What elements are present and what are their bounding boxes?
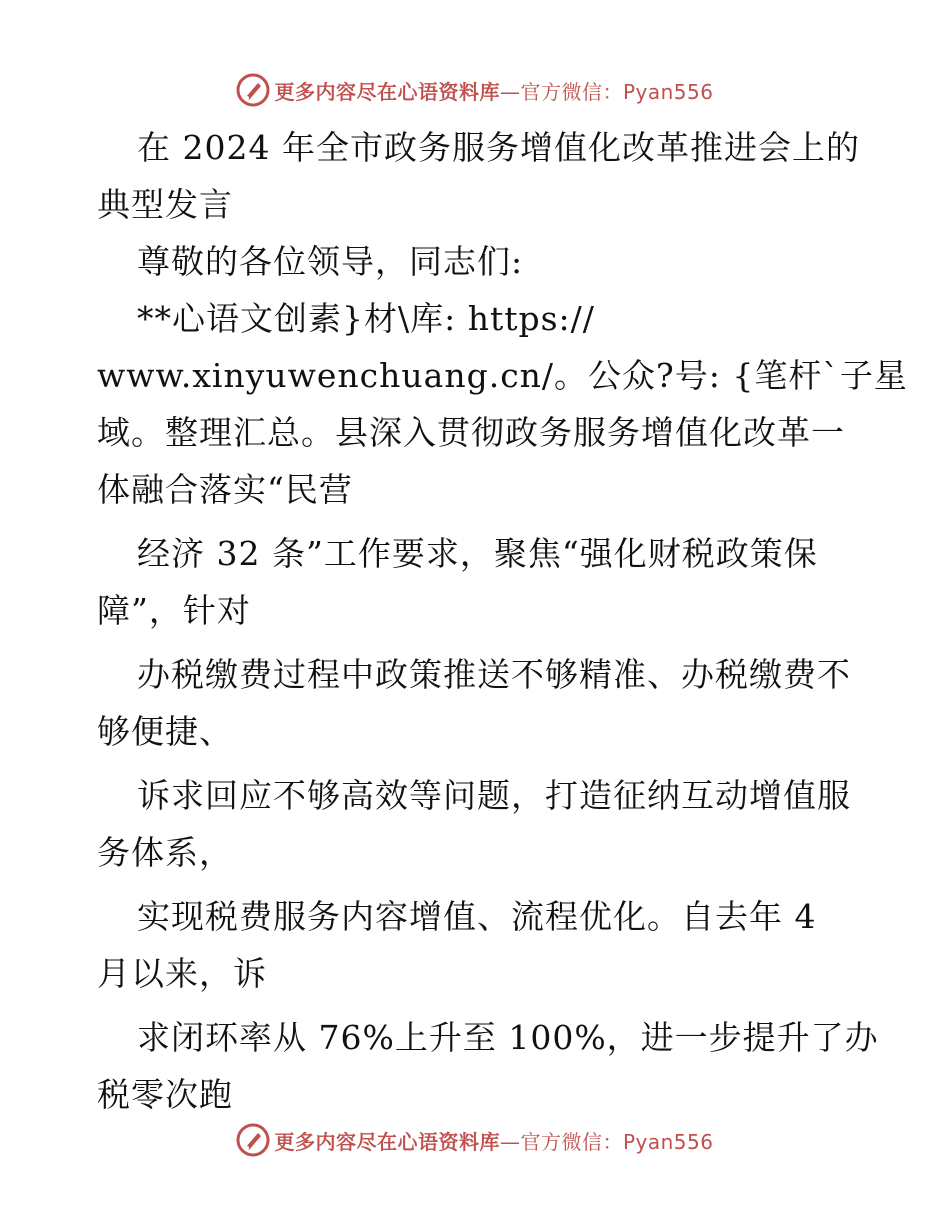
banner-separator: —	[499, 1129, 521, 1154]
paragraph-line: **心语文创素}材\库: https://	[137, 299, 595, 338]
banner-separator: —	[499, 79, 521, 104]
paragraph-line: www.xinyuwenchuang.cn/。公众?号: {笔杆`子星	[97, 356, 908, 395]
banner-main: 更多内容尽在心语资料库	[274, 1129, 500, 1154]
header-banner	[0, 70, 950, 110]
pen-seal-icon	[236, 1123, 270, 1157]
paragraph-line: 税零次跑	[97, 1075, 233, 1114]
paragraph-line: 够便捷、	[97, 712, 233, 751]
paragraph-line: 办税缴费过程中政策推送不够精准、办税缴费不	[137, 655, 851, 694]
title-line-1: 在 2024 年全市政务服务增值化改革推进会上的	[137, 128, 860, 167]
paragraph-line: 障”，针对	[97, 591, 251, 630]
title-line-2: 典型发言	[97, 185, 233, 224]
paragraph-line: 实现税费服务内容增值、流程优化。自去年 4	[137, 897, 817, 936]
paragraph-line: 月以来，诉	[97, 954, 267, 993]
banner-text	[274, 1126, 713, 1155]
banner-secondary: 官方微信：Pyan556	[520, 1129, 714, 1154]
paragraph-line: 域。整理汇总。县深入贯彻政务服务增值化改革一	[97, 413, 845, 452]
paragraph-line: 体融合落实“民营	[97, 470, 353, 509]
paragraph-line: 诉求回应不够高效等问题，打造征纳互动增值服	[137, 776, 851, 815]
banner-main: 更多内容尽在心语资料库	[274, 79, 500, 104]
salutation: 尊敬的各位领导，同志们:	[137, 242, 524, 281]
pen-seal-icon	[236, 73, 270, 107]
paragraph-line: 经济 32 条”工作要求，聚焦“强化财税政策保	[137, 534, 818, 573]
footer-banner	[0, 1120, 950, 1160]
banner-secondary: 官方微信：Pyan556	[520, 79, 714, 104]
paragraph-line: 务体系，	[97, 833, 233, 872]
banner-text	[274, 76, 713, 105]
paragraph-line: 求闭环率从 76%上升至 100%，进一步提升了办	[137, 1018, 879, 1057]
